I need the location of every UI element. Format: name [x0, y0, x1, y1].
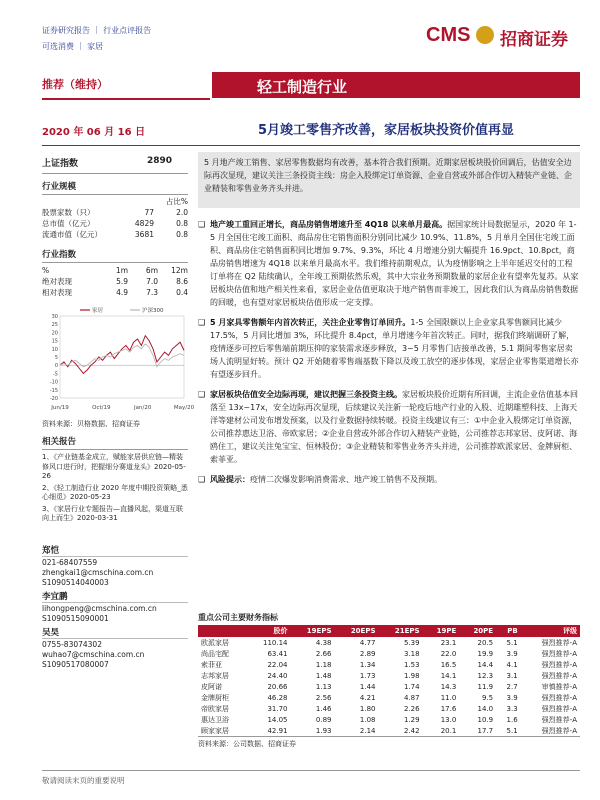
fin-cell: 2.56: [315, 693, 332, 702]
fin-cell: 14.05: [267, 715, 288, 724]
report-date: 2020 年 06 月 16 日: [42, 127, 146, 138]
bullet-item: [198, 388, 580, 466]
y-tick-label: 20: [51, 330, 58, 337]
fin-cell: 11.9: [477, 682, 494, 691]
fin-cell: 5.39: [403, 638, 420, 647]
y-tick-label: 0: [54, 363, 58, 370]
fin-company: 金牌厨柜: [201, 693, 229, 702]
fin-header-cell: 评级: [521, 625, 580, 637]
index-chart: [42, 304, 195, 416]
fin-cell: 4.77: [359, 638, 376, 647]
fin-cell: 22.0: [440, 649, 457, 658]
fin-cell: 2.14: [359, 726, 376, 735]
fin-company: 皮阿诺: [201, 682, 222, 691]
fin-row: [198, 670, 580, 681]
perf-header: [42, 265, 188, 276]
perf-title: 行业指数: [42, 250, 77, 260]
analyst-email[interactable]: wuhao7@cmschina.com.cn: [42, 649, 145, 659]
perf-label: 相对表现: [42, 288, 72, 297]
perf-head-cell: %: [42, 266, 50, 275]
fin-header-cell: 19EPS: [290, 625, 334, 637]
fin-cell: 1.13: [315, 682, 332, 691]
index-value: 2890: [146, 156, 172, 166]
bullet-list: [198, 218, 580, 493]
perf-label: 绝对表现: [42, 277, 72, 286]
fin-company: 帝欧家居: [201, 704, 229, 713]
fin-cell: 14.3: [440, 682, 457, 691]
scale-row: [42, 229, 188, 240]
bullet-item: [198, 473, 580, 486]
report-type: 证券研究报告 ｜ 行业点评报告: [42, 26, 152, 35]
summary-box: [198, 152, 580, 208]
scale-value: 3681: [134, 230, 154, 239]
bullet-body: 家居板块股价近期有所回调，主流企业估值基本回落至 13x~17x，安全边际再次显现，后续建议关注新一轮疫后地产行业的入股、近期雄塑科技、上海天洋等建材公司发布增发预案，以及行业数据持续转暖。投资主线建议有三：①中企业入股绑定订单资源，公司推荐惠达卫浴、帝欧家居；②企业自营或外部合作切入精装产业链，公司推荐志邦家居、皮阿诺、海鸥住工，建议关注兔宝宝、恒林股份；③企业精装和零售业务齐头并进，公司推荐欧派家居、金牌厨柜、索菲亚。: [210, 390, 578, 464]
fin-cell: 1.98: [403, 671, 420, 680]
y-tick-label: 30: [51, 314, 58, 320]
fin-cell: 3.9: [506, 649, 518, 658]
scale-value: 77: [144, 208, 154, 217]
bullet-lead: 地产竣工重回正增长，商品房销售增速升至 4Q18 以来单月最高。: [210, 220, 448, 229]
related-title: 相关报告: [42, 437, 77, 447]
fin-cell: 46.28: [267, 693, 288, 702]
fin-row: [198, 637, 580, 648]
fin-company: 顾家家居: [201, 726, 229, 735]
fin-cell: 1.44: [359, 682, 376, 691]
fin-cell: 0.89: [315, 715, 332, 724]
series-line-hs300: [60, 344, 184, 367]
report-category: 可选消费 ｜ 家居: [42, 42, 104, 51]
fin-cell: 强烈推荐-A: [541, 715, 577, 724]
bullet-body: 据国家统计局数据显示，2020 年 1-5 月全国住宅竣工面积、商品房住宅销售面积分别同比减少 10.9%、11.8%，5 月单月全国住宅竣工面积、商品房住宅销售面积同比增加 9.7%、9.3%，环比 4 月增速分别大幅提升 16.9pct、10.8pct，商品房销售增速为 4Q18 以来单月最高水平。我们维持前期观点，认为疫情影响之上半年延迟交付的工程订单将在 Q2 陆续确认，全年竣工预期依然乐观，其中大宗业务预期数量的家居企业有望率先复苏。从家居板块估值和地产相关性来看，家居企业估值更取决于地产销售而非竣工，因此我们认为商品房销售数据的回暖，也有望对家居板块估值形成一定支撑。: [210, 220, 579, 307]
bullet-body: 1-5 全国限额以上企业家具零售额同比减少 17.5%，5 月同比增加 3%，环比提升 8.4pct，单月增速今年首次转正。同时，据我们终端调研了解，疫情逐步可控后零售端前期压抑的家装需求逐步释放，3~5 月零售门店接单改善，5.1 期间零售家居卖场人流明显好转。预计 Q2 开始随着零售端基数下降以及竣工放空的逐步体现，家居企业零售渠道增长亦有望逐步回升。: [210, 318, 579, 379]
fin-cell: 14.0: [477, 704, 494, 713]
fin-cell: 3.9: [506, 693, 518, 702]
analyst-phone: 0755-83074302: [42, 639, 102, 649]
fin-cell: 强烈推荐-A: [541, 704, 577, 713]
perf-value: 5.9: [116, 277, 128, 286]
scale-title: 行业规模: [42, 182, 77, 192]
fin-cell: 2.7: [506, 682, 518, 691]
bullet-lead: 风险提示：: [210, 475, 250, 484]
fin-cell: 1.48: [315, 671, 332, 680]
fin-cell: 强烈推荐-A: [541, 660, 577, 669]
fin-company: 索菲亚: [201, 660, 222, 669]
index-label: 上证指数: [42, 159, 79, 169]
analyst-list: [42, 546, 188, 670]
related-item[interactable]: 2、《轻工制造行业 2020 年度中期投资策略_悉心细觅》2020-05-23: [42, 483, 188, 501]
scale-label: 股票家数（只）: [42, 208, 95, 217]
rating: 推荐（维持）: [42, 78, 108, 91]
fin-cell: 9.5: [481, 693, 494, 702]
bullet-body: 疫情二次爆发影响消费需求、地产竣工销售不及预期。: [250, 475, 442, 484]
y-tick-label: -5: [53, 371, 58, 378]
fin-cell: 3.18: [403, 649, 420, 658]
analyst-cert: S1090514040003: [42, 577, 109, 587]
perf-value: 7.3: [146, 288, 158, 297]
x-tick-label: Jun/19: [51, 405, 69, 411]
fin-cell: 1.46: [315, 704, 332, 713]
perf-value: 7.0: [146, 277, 158, 286]
fin-cell: 1.53: [403, 660, 420, 669]
scale-unit: 占比%: [165, 197, 188, 206]
fin-cell: 强烈推荐-A: [541, 693, 577, 702]
analyst-phone: 021-68407559: [42, 557, 98, 567]
perf-value: 4.9: [116, 288, 128, 297]
analyst-card: [42, 546, 188, 588]
bullet-marker-icon: ❑: [198, 390, 206, 399]
y-tick-label: 10: [51, 346, 58, 353]
fin-company: 志邦家居: [201, 671, 229, 680]
fin-cell: 1.6: [506, 715, 518, 724]
fin-cell: 2.26: [403, 704, 420, 713]
analyst-cert: S1090515090001: [42, 613, 109, 623]
fin-company: 惠达卫浴: [201, 715, 229, 724]
bullet-item: [198, 218, 580, 309]
y-tick-label: 25: [51, 322, 58, 329]
fin-cell: 19.9: [477, 649, 494, 658]
fin-cell: 5.1: [506, 638, 518, 647]
analyst-name: 郑恺: [42, 546, 188, 557]
fin-cell: 审慎推荐-A: [541, 682, 577, 691]
fin-cell: 14.1: [440, 671, 457, 680]
fin-cell: 23.1: [440, 638, 457, 647]
bullet-item: [198, 316, 580, 381]
fin-row: [198, 681, 580, 692]
chart-plot-frame: [60, 316, 184, 398]
fin-cell: 22.04: [267, 660, 288, 669]
fin-header-cell: 20PE: [459, 625, 496, 637]
bullet-marker-icon: ❑: [198, 318, 206, 327]
fin-cell: 强烈推荐-A: [541, 671, 577, 680]
fin-cell: 2.89: [359, 649, 376, 658]
series-line-home: [60, 336, 184, 374]
fin-title: 重点公司主要财务指标: [198, 613, 278, 622]
fin-cell: 2.66: [315, 649, 332, 658]
fin-row: [198, 648, 580, 659]
financial-section: [198, 612, 580, 749]
fin-cell: 63.41: [267, 649, 288, 658]
y-tick-label: -15: [49, 387, 58, 394]
related-item[interactable]: 1、《产业链基金成立，赋能家居供应链—精装修风口进行时，把握细分赛道龙头》2020-05-26: [42, 453, 186, 480]
fin-cell: 4.38: [315, 638, 332, 647]
y-tick-label: -20: [49, 396, 58, 402]
fin-cell: 13.0: [440, 715, 457, 724]
fin-row: [198, 714, 580, 725]
industry-name: 轻工制造行业: [257, 78, 348, 96]
analyst-cert: S1090517080007: [42, 659, 109, 669]
analyst-card: [42, 592, 188, 624]
legend-label: 家居: [92, 308, 104, 314]
fin-cell: 2.42: [403, 726, 420, 735]
bullet-marker-icon: ❑: [198, 220, 206, 229]
logo-emblem-icon: [476, 26, 494, 44]
fin-cell: 1.18: [315, 660, 332, 669]
analyst-email[interactable]: lihongpeng@cmschina.com.cn: [42, 603, 157, 613]
fin-cell: 11.0: [440, 693, 457, 702]
fin-cell: 1.73: [359, 671, 376, 680]
title-band: [42, 72, 580, 98]
fin-header-cell: 19PE: [423, 625, 460, 637]
fin-header-cell: [198, 625, 247, 637]
fin-cell: 17.6: [440, 704, 457, 713]
fin-cell: 20.5: [477, 638, 494, 647]
fin-cell: 10.9: [477, 715, 494, 724]
fin-cell: 1.08: [359, 715, 376, 724]
scale-share: 0.8: [176, 219, 188, 228]
fin-cell: 4.1: [506, 660, 518, 669]
fin-cell: 1.74: [403, 682, 420, 691]
bullet-marker-icon: ❑: [198, 475, 206, 484]
fin-header-cell: PB: [496, 625, 521, 637]
analyst-email[interactable]: zhengkai1@cmschina.com.cn: [42, 567, 154, 577]
fin-cell: 1.34: [359, 660, 376, 669]
fin-cell: 20.1: [440, 726, 457, 735]
x-tick-label: Oct/19: [92, 405, 111, 411]
scale-value: 4829: [134, 219, 154, 228]
fin-company: 欧派家居: [201, 638, 229, 647]
fin-cell: 31.70: [267, 704, 288, 713]
scale-row: [42, 218, 188, 229]
legend-label: 沪深300: [142, 308, 164, 314]
fin-row: [198, 659, 580, 670]
fin-cell: 24.40: [267, 671, 288, 680]
fin-source: 资料来源：公司数据、招商证券: [198, 736, 580, 749]
fin-cell: 5.1: [506, 726, 518, 735]
perf-head-cell: 6m: [145, 266, 158, 275]
perf-head-cell: 1m: [115, 266, 128, 275]
fin-cell: 16.5: [440, 660, 457, 669]
fin-row: [198, 703, 580, 714]
fin-header-cell: 20EPS: [335, 625, 379, 637]
index-line-chart: [42, 304, 195, 412]
footer-note: 敬请阅读末页的重要说明: [42, 776, 125, 785]
fin-row: [198, 725, 580, 736]
fin-cell: 强烈推荐-A: [541, 638, 577, 647]
fin-row: [198, 692, 580, 703]
fin-cell: 110.14: [262, 638, 288, 647]
fin-company: 尚品宅配: [201, 649, 229, 658]
scale-label: 总市值（亿元）: [42, 219, 95, 228]
y-tick-label: 5: [54, 355, 58, 361]
analyst-card: [42, 628, 188, 670]
summary-text: 5 月地产竣工销售、家居零售数据均有改善，基本符合我们预期。近期家居板块股价回调后，估值安全边际再次显现，建议关注三条投资主线：房企入股绑定订单资源、企业自营或外部合作切入精装产业链、企业精装和零售业务齐头并进。: [204, 158, 572, 193]
chart-source: 资料来源：贝格数据、招商证券: [42, 420, 140, 428]
fin-header-row: [198, 625, 580, 637]
perf-value: 8.6: [176, 277, 188, 286]
y-tick-label: 15: [51, 338, 58, 345]
fin-cell: 4.87: [403, 693, 420, 702]
related-item[interactable]: 3、《家居行业专题报告—直播风起，渠道互联向上而生》2020-03-31: [42, 504, 183, 522]
fin-cell: 12.3: [477, 671, 494, 680]
perf-value: 0.4: [176, 288, 188, 297]
x-tick-label: Jan/20: [133, 405, 152, 411]
fin-cell: 强烈推荐-A: [541, 726, 577, 735]
cms-logo: CMS 招商证券: [426, 24, 568, 50]
sidebar: [42, 152, 195, 674]
perf-row: [42, 276, 188, 287]
report-title: 5月竣工零售齐改善，家居板块投资价值再显: [258, 123, 515, 138]
fin-cell: 14.4: [477, 660, 494, 669]
fin-cell: 4.21: [359, 693, 376, 702]
analyst-name: 李宜鹏: [42, 592, 188, 603]
fin-cell: 3.1: [506, 671, 518, 680]
fin-header-cell: 股价: [247, 625, 291, 637]
fin-cell: 3.3: [506, 704, 518, 713]
scale-share: 0.8: [176, 230, 188, 239]
bullet-lead: 家居板块估值安全边际再现，建议把握三条投资主线。: [210, 390, 402, 399]
fin-cell: 42.91: [267, 726, 288, 735]
x-tick-label: May/20: [173, 405, 195, 411]
perf-head-cell: 12m: [171, 266, 188, 275]
scale-row: [42, 207, 188, 218]
index-box: [42, 152, 188, 173]
related-reports: [42, 453, 188, 524]
fin-cell: 强烈推荐-A: [541, 649, 577, 658]
fin-cell: 1.29: [403, 715, 420, 724]
y-tick-label: -10: [49, 379, 58, 386]
fin-header-cell: 21EPS: [379, 625, 423, 637]
fin-cell: 20.66: [267, 682, 288, 691]
scale-label: 流通市值（亿元）: [42, 230, 102, 239]
analyst-name: 吴昊: [42, 628, 188, 639]
financial-table: [198, 625, 580, 736]
fin-cell: 17.7: [477, 726, 494, 735]
scale-table: [42, 207, 188, 240]
fin-cell: 1.93: [315, 726, 332, 735]
perf-table: [42, 265, 188, 298]
perf-row: [42, 287, 188, 298]
bullet-lead: 5 月家具零售额年内首次转正，关注企业零售订单回升。: [210, 318, 411, 327]
fin-cell: 1.80: [359, 704, 376, 713]
scale-share: 2.0: [176, 208, 188, 217]
